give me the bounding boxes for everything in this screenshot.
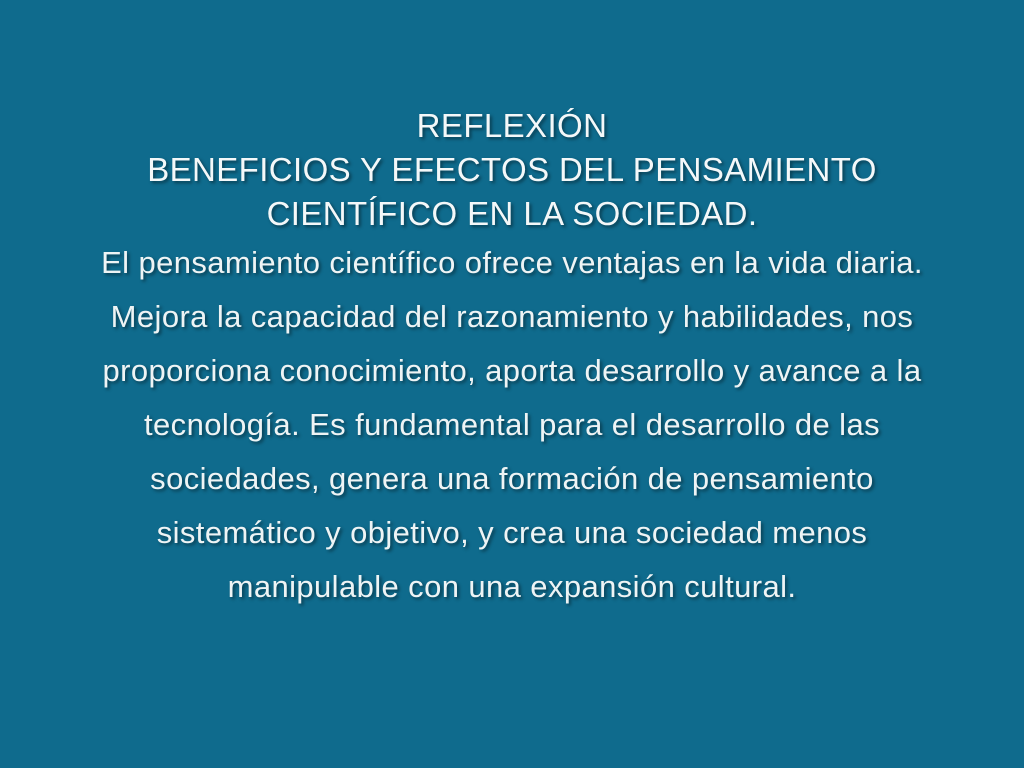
slide-body-line-4: tecnología. Es fundamental para el desarrollo de las xyxy=(144,407,880,442)
slide-body-line-7: manipulable con una expansión cultural. xyxy=(227,569,797,604)
slide-body-line-2: Mejora la capacidad del razonamiento y habilidades, nos xyxy=(110,299,914,334)
slide-body-line-1: El pensamiento científico ofrece ventajas en la vida diaria. xyxy=(101,245,923,280)
slide-body-line-3: proporciona conocimiento, aporta desarrollo y avance a la xyxy=(102,353,922,388)
slide-title-line-3: CIENTÍFICO EN LA SOCIEDAD. xyxy=(266,195,758,232)
slide-title-line-1: REFLEXIÓN xyxy=(416,107,608,144)
slide-body-line-5: sociedades, genera una formación de pensamiento xyxy=(150,461,874,496)
slide-text-block xyxy=(0,104,1024,614)
slide-title-line-2: BENEFICIOS Y EFECTOS DEL PENSAMIENTO xyxy=(147,151,877,188)
slide-body-line-6: sistemático y objetivo, y crea una sociedad menos xyxy=(156,515,868,550)
